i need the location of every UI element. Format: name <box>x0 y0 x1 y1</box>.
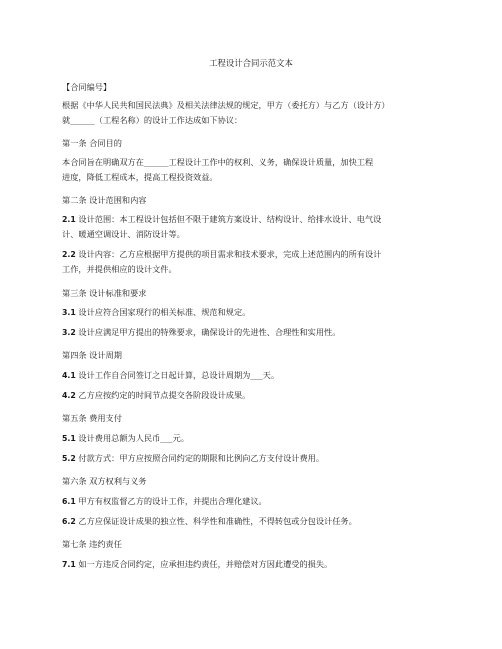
clause-6-1 <box>62 496 442 507</box>
article-2-heading: 第二条 设计范围和内容 <box>62 195 147 205</box>
clause-5-2 <box>62 453 442 464</box>
intro-line-2: 就______（工程名称）的设计工作达成如下协议： <box>62 115 243 125</box>
article-6-heading: 第六条 双方权利与义务 <box>62 476 147 486</box>
clause-number: 5.2 <box>62 454 76 463</box>
clause-2-1-line-2: 计、暖通空调设计、消防设计等。 <box>62 229 185 239</box>
clause-number: 3.1 <box>62 308 76 317</box>
clause-number: 2.2 <box>62 250 76 259</box>
intro-line-1: 根据《中华人民共和国民法典》及相关法律法规的规定，甲方（委托方）与乙方（设计方） <box>62 100 390 110</box>
clause-number: 6.2 <box>62 517 76 526</box>
clause-4-1 <box>62 370 442 381</box>
clause-text: 付款方式：甲方应按照合同约定的期限和比例向乙方支付设计费用。 <box>75 453 325 463</box>
article-3-heading: 第三条 设计标准和要求 <box>62 288 147 298</box>
document-title: 工程设计合同示范文本 <box>209 58 293 68</box>
clause-2-2-line-1 <box>62 249 442 260</box>
article-7-heading: 第七条 违约责任 <box>62 539 122 549</box>
clause-number: 6.1 <box>62 497 76 506</box>
clause-number: 4.1 <box>62 371 76 380</box>
clause-7-1 <box>62 559 442 570</box>
clause-2-2-line-2: 工作，并提供相应的设计文件。 <box>62 264 177 274</box>
clause-number: 2.1 <box>62 215 76 224</box>
article-4-heading: 第四条 设计周期 <box>62 350 122 360</box>
clause-text: 乙方应按约定的时间节点提交各阶段设计成果。 <box>75 390 251 400</box>
clause-text: 设计应符合国家现行的相关标准、规范和规定。 <box>75 307 251 317</box>
contract-number: 【合同编号】 <box>62 82 112 92</box>
clause-text: 乙方应保证设计成果的独立性、科学性和准确性，不得转包或分包设计任务。 <box>75 516 357 526</box>
clause-number: 7.1 <box>62 560 76 569</box>
clause-number: 4.2 <box>62 391 76 400</box>
clause-text: 甲方有权监督乙方的设计工作，并提出合理化建议。 <box>75 496 267 506</box>
clause-number: 3.2 <box>62 328 76 337</box>
clause-number: 5.1 <box>62 434 76 443</box>
clause-3-1 <box>62 307 442 318</box>
clause-text: 如一方违反合同约定，应承担违约责任，并赔偿对方因此遭受的损失。 <box>75 559 333 569</box>
clause-text: 设计应满足甲方提出的特殊要求，确保设计的先进性、合理性和实用性。 <box>75 327 341 337</box>
clause-6-2 <box>62 516 442 527</box>
clause-5-1 <box>62 433 442 444</box>
clause-text: 设计费用总额为人民币___元。 <box>75 433 189 443</box>
article-5-heading: 第五条 费用支付 <box>62 413 122 423</box>
clause-text: 设计范围：本工程设计包括但不限于建筑方案设计、结构设计、给排水设计、电气设 <box>75 214 382 224</box>
clause-2-1-line-1 <box>62 214 442 225</box>
article-1-text-2: 进度，降低工程成本，提高工程投资效益。 <box>62 172 218 182</box>
clause-3-2 <box>62 327 442 338</box>
article-1-heading: 第一条 合同目的 <box>62 138 122 148</box>
clause-text: 设计内容：乙方应根据甲方提供的项目需求和技术要求，完成上述范围内的所有设计 <box>75 249 382 259</box>
clause-text: 设计工作自合同签订之日起计算，总设计周期为___天。 <box>75 370 280 380</box>
article-1-text-1: 本合同旨在明确双方在______工程设计工作中的权利、义务，确保设计质量，加快工程 <box>62 157 374 167</box>
clause-4-2 <box>62 390 442 401</box>
